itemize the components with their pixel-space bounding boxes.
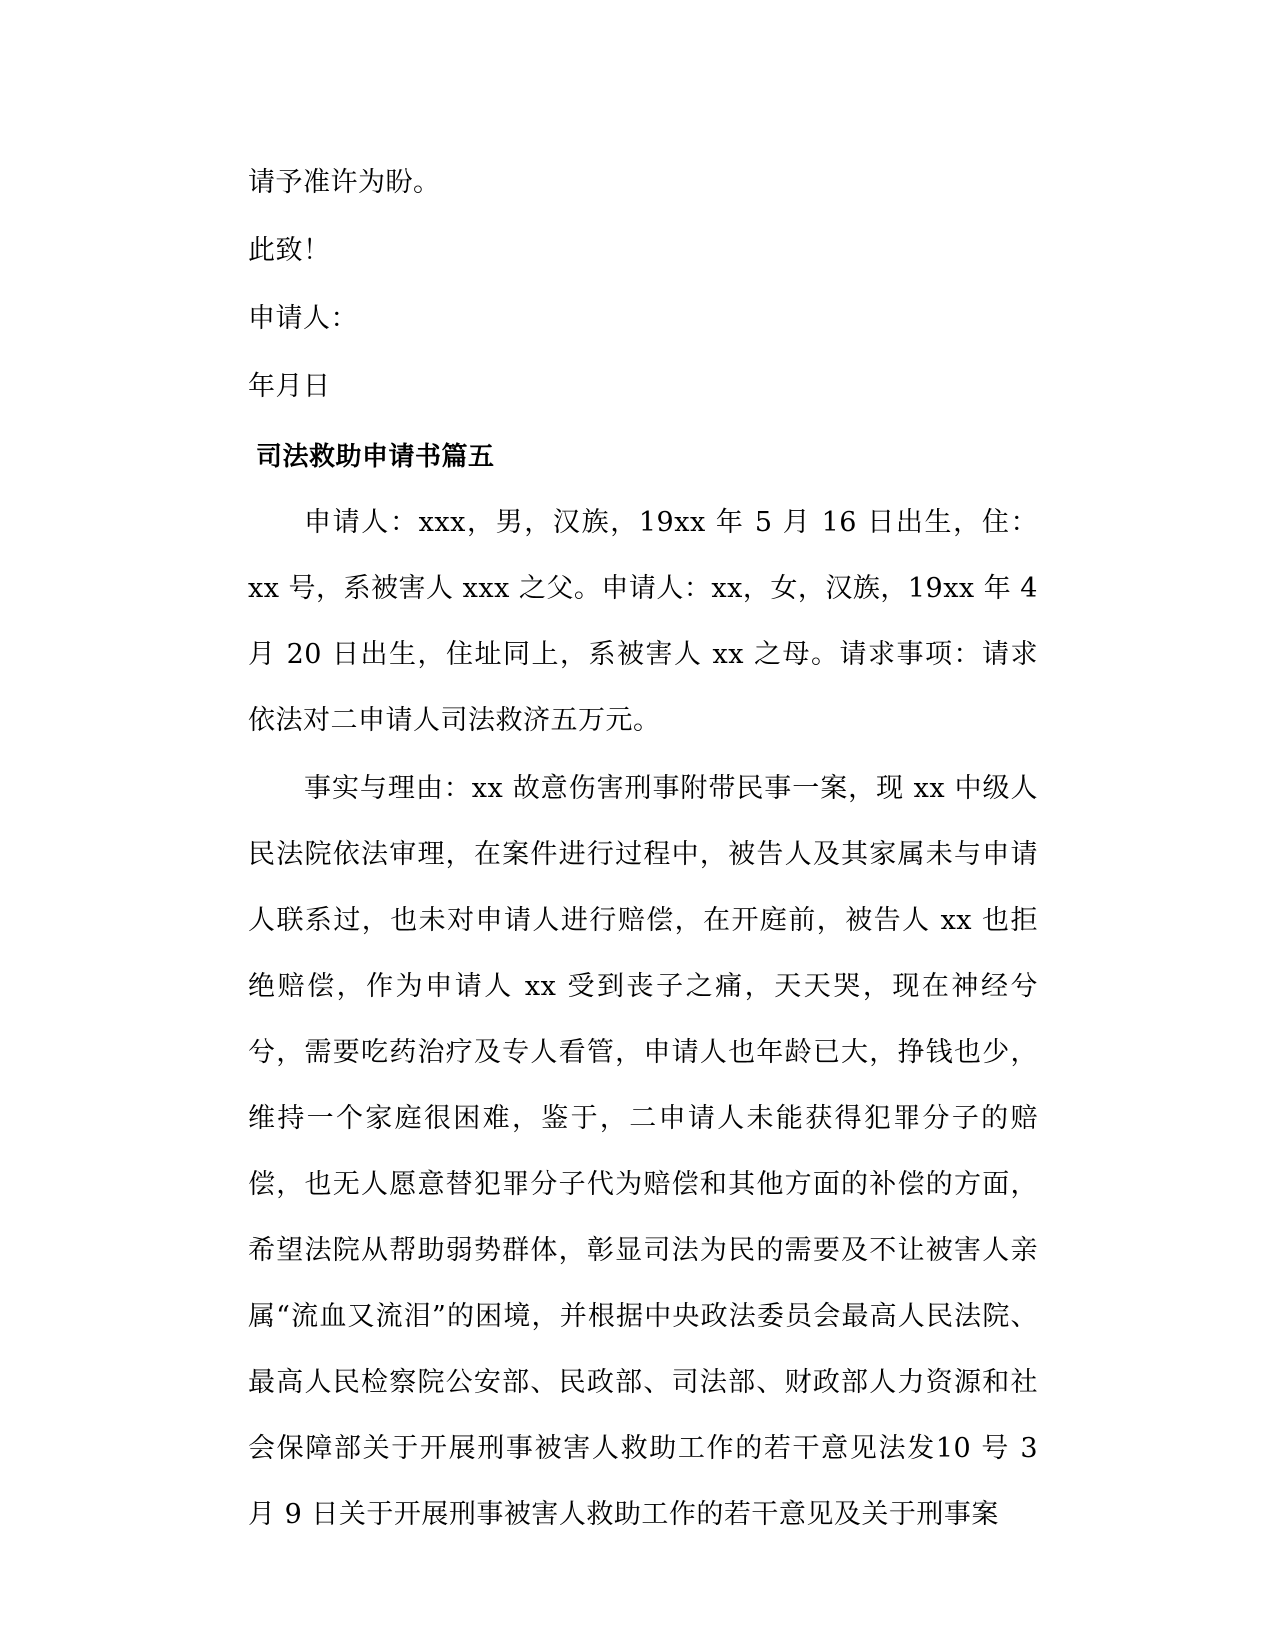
- closing-line-applicant: 申请人：: [248, 303, 358, 334]
- closing-line-request: 请予准许为盼。: [248, 167, 441, 198]
- paragraph-facts: 事实与理由：xx 故意伤害刑事附带民事一案，现 xx 中级人民法院依法审理，在案件进行过程中，被告人及其家属未与申请人联系过，也未对申请人进行赔偿，在开庭前，被告人 xx 也拒绝赔偿，作为申请人 xx 受到丧子之痛，天天哭，现在神经兮兮，需要吃药治疗及专人看管，申请人也年龄已大，挣钱也少，维持一个家庭很困难，鉴于，二申请人未能获得犯罪分子的赔偿，也无人愿意替犯罪分子代为赔偿和其他方面的补偿的方面，希望法院从帮助弱势群体，彰显司法为民的需要及不让被害人亲属“流血又流泪”的困境，并根据中央政法委员会最高人民法院、最高人民检察院公安部、民政部、司法部、财政部人力资源和社会保障部关于开展刑事被害人救助工作的若干意见法发10 号 3 月 9 日关于开展刑事被害人救助工作的若干意见及关于刑事案: [248, 773, 1048, 1530]
- paragraph-applicants: 申请人：xxx，男，汉族，19xx 年 5 月 16 日出生，住：xx 号，系被害人 xxx 之父。申请人：xx，女，汉族，19xx 年 4 月 20 日出生，住址同上，系被害人 xx 之母。请求事项：请求依法对二申请人司法救济五万元。: [248, 507, 1048, 736]
- document-body: [248, 150, 1048, 1548]
- closing-line-date: 年月日: [248, 371, 331, 402]
- closing-line-salutation: 此致！: [248, 235, 331, 266]
- section-heading: 司法救助申请书篇五: [256, 442, 495, 472]
